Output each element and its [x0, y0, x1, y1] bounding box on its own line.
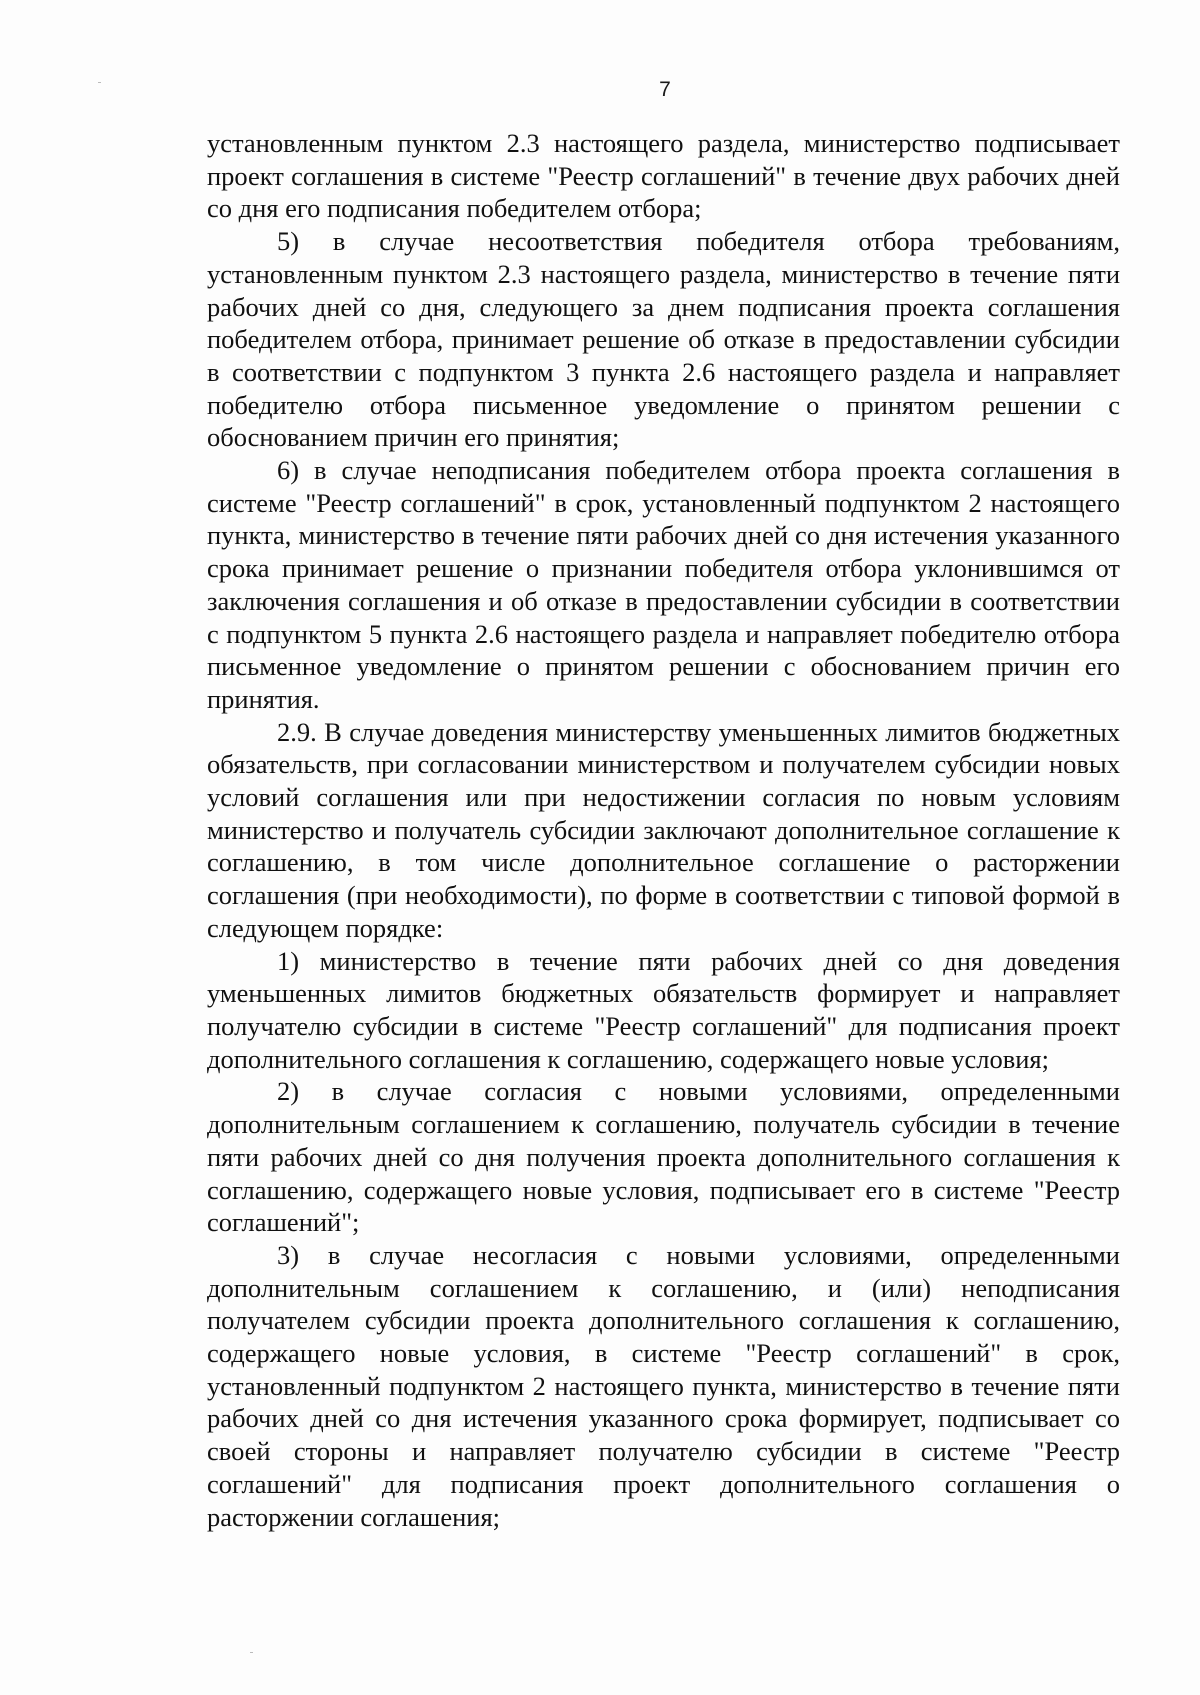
page-number: 7 [659, 78, 671, 101]
paragraph-item-5: 5) в случае несоответствия победителя отбора требованиям, установленным пунктом 2.3 настоящего раздела, министерство в течение пяти рабочих дней со дня, следующего за днем подписания проекта соглашения победителем отбора, принимает решение об отказе в предоставлении субсидии в соответствии с подпунктом 3 пункта 2.6 настоящего раздела и направляет победителю отбора письменное уведомление о принятом решении с обоснованием причин его принятия; [207, 226, 1120, 453]
paragraph-item-6: 6) в случае неподписания победителем отбора проекта соглашения в системе "Реестр соглашений" в срок, установленный подпунктом 2 настоящего пункта, министерство в течение пяти рабочих дней со дня истечения указанного срока принимает решение о признании победителя отбора уклонившимся от заключения соглашения и об отказе в предоставлении субсидии в соответствии с подпунктом 5 пункта 2.6 настоящего раздела и направляет победителю отбора письменное уведомление о принятом решении с обоснованием причин его принятия. [207, 455, 1120, 714]
scan-speck [250, 1652, 253, 1653]
paragraph-subitem-3: 3) в случае несогласия с новыми условиями, определенными дополнительным соглашением к соглашению, и (или) неподписания получателем субсидии проекта дополнительного соглашения к соглашению, содержащего новые условия, в системе "Реестр соглашений" в срок, установленный подпунктом 2 настоящего пункта, министерство в течение пяти рабочих дней со дня истечения указанного срока формирует, подписывает со своей стороны и направляет получателю субсидии в системе "Реестр соглашений" для подписания проект дополнительного соглашения о расторжении соглашения; [207, 1239, 1120, 1532]
document-body [207, 127, 1120, 1533]
paragraph-section-2-9: 2.9. В случае доведения министерству уменьшенных лимитов бюджетных обязательств, при согласовании министерством и получателем субсидии новых условий соглашения или при недостижении согласия по новым условиям министерство и получатель субсидии заключают дополнительное соглашение к соглашению, в том числе дополнительное соглашение о расторжении соглашения (при необходимости), по форме в соответствии с типовой формой в следующем порядке: [207, 716, 1120, 943]
paragraph-subitem-1: 1) министерство в течение пяти рабочих дней со дня доведения уменьшенных лимитов бюджетных обязательств формирует и направляет получателю субсидии в системе "Реестр соглашений" для подписания проект дополнительного соглашения к соглашению, содержащего новые условия; [207, 945, 1120, 1074]
paragraph-subitem-2: 2) в случае согласия с новыми условиями, определенными дополнительным соглашением к соглашению, получатель субсидии в течение пяти рабочих дней со дня получения проекта дополнительного соглашения к соглашению, содержащего новые условия, подписывает его в системе "Реестр соглашений"; [207, 1076, 1120, 1238]
scan-speck [98, 82, 101, 83]
paragraph-continuation: установленным пунктом 2.3 настоящего раздела, министерство подписывает проект соглашения в системе "Реестр соглашений" в течение двух рабочих дней со дня его подписания победителем отбора; [207, 128, 1120, 224]
